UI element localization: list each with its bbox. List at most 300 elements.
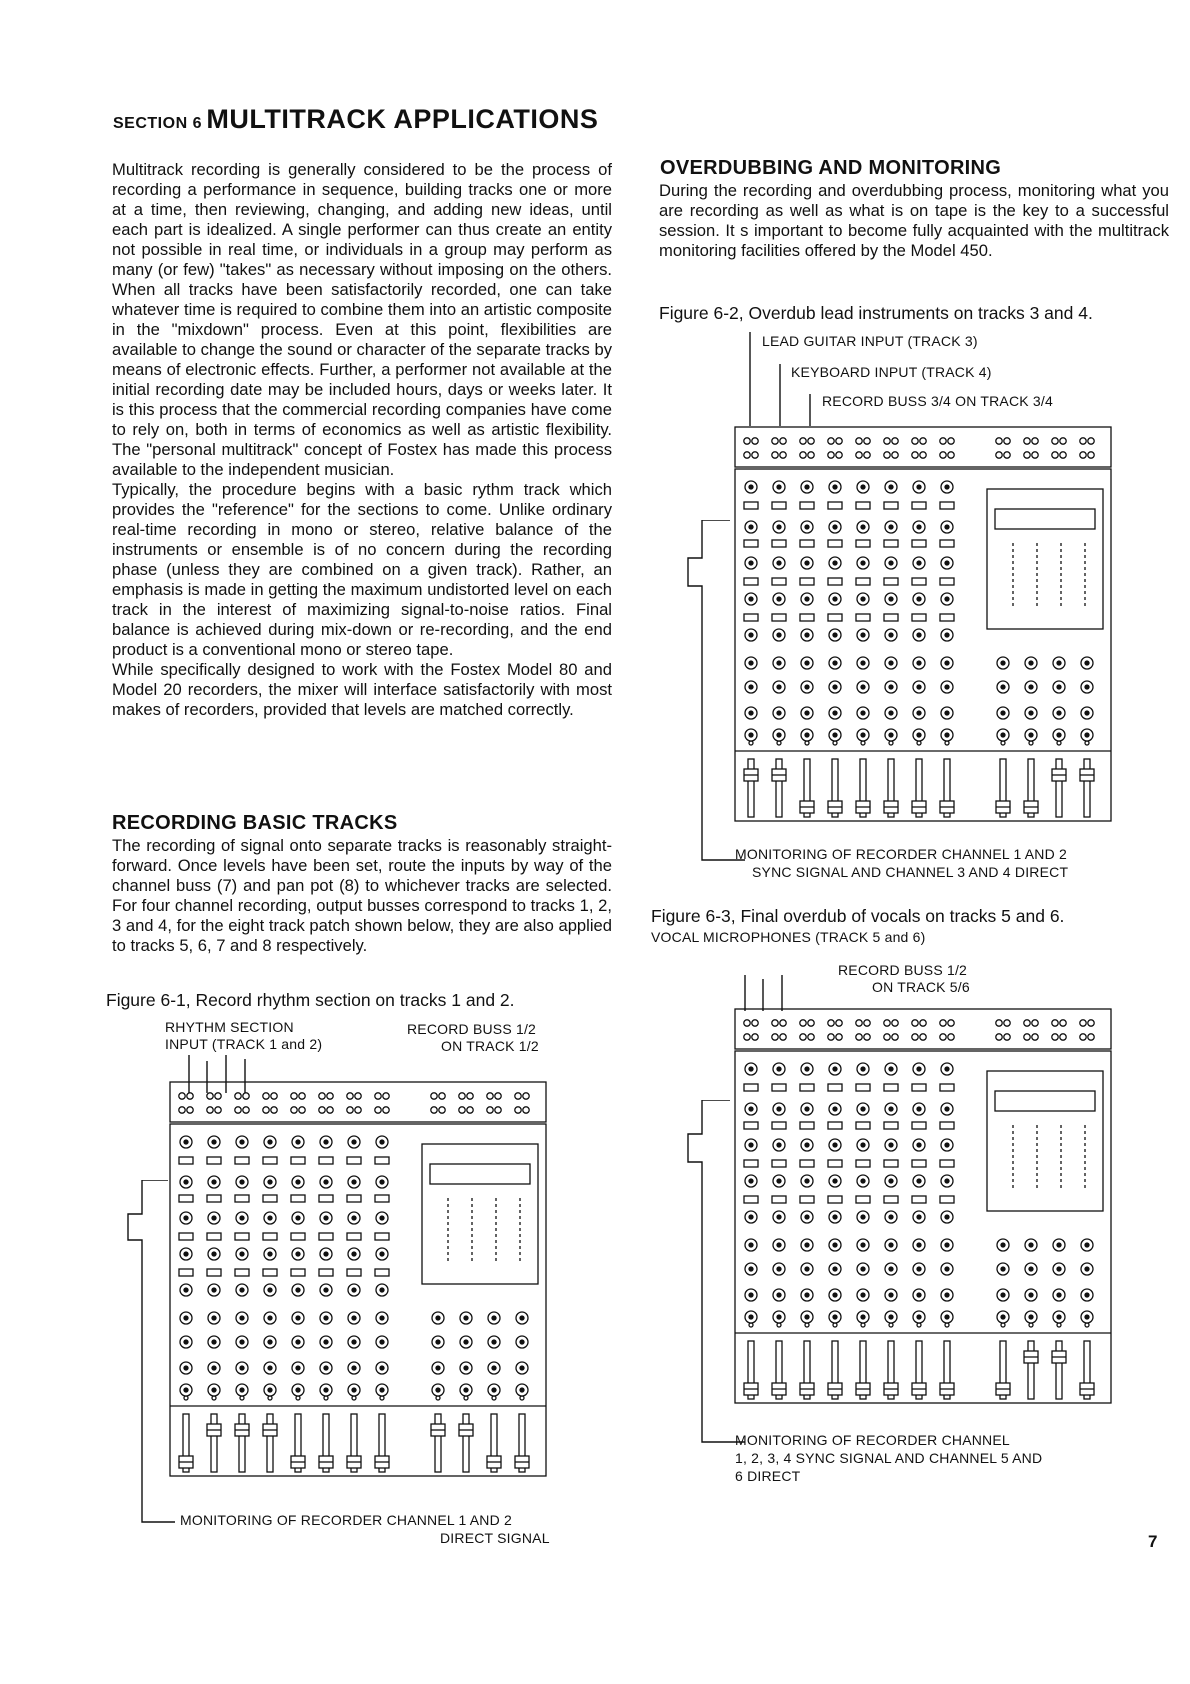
jack	[467, 1093, 473, 1099]
buss-switch	[291, 1195, 305, 1202]
knob-center	[324, 1180, 328, 1184]
buss-switch	[828, 1160, 842, 1167]
knob-center	[380, 1388, 384, 1392]
jack	[1080, 438, 1086, 444]
knob-center	[1085, 1315, 1089, 1319]
knob-center	[917, 561, 921, 565]
knob-center	[184, 1388, 188, 1392]
led	[324, 1396, 328, 1400]
knob-center	[777, 1179, 781, 1183]
knob-center	[212, 1316, 216, 1320]
knob-center	[184, 1288, 188, 1292]
led	[1001, 1323, 1005, 1327]
buss-switch	[856, 1160, 870, 1167]
knob-center	[833, 1293, 837, 1297]
knob-center	[889, 633, 893, 637]
knob-center	[861, 485, 865, 489]
knob-center	[861, 1243, 865, 1247]
jack	[459, 1107, 465, 1113]
fader-slot	[239, 1414, 245, 1472]
knob-center	[436, 1340, 440, 1344]
knob-center	[1057, 733, 1061, 737]
knob-center	[833, 1107, 837, 1111]
led	[464, 1396, 468, 1400]
jack	[912, 438, 918, 444]
master-fader-slot	[463, 1414, 469, 1472]
knob-center	[296, 1288, 300, 1292]
jack	[1052, 1020, 1058, 1026]
jack	[1088, 1034, 1094, 1040]
led	[861, 741, 865, 745]
knob-center	[945, 525, 949, 529]
knob-center	[945, 733, 949, 737]
fader-slot	[776, 759, 782, 817]
fig2-monitor-label-1: MONITORING OF RECORDER CHANNEL 1 AND 2	[735, 846, 1067, 862]
master-fader-slot	[1056, 759, 1062, 817]
buss-switch	[375, 1269, 389, 1276]
buss-switch	[772, 1122, 786, 1129]
knob-center	[1001, 1293, 1005, 1297]
jack	[808, 438, 814, 444]
jack	[1024, 438, 1030, 444]
knob-center	[296, 1252, 300, 1256]
jack	[187, 1107, 193, 1113]
jack	[836, 452, 842, 458]
buss-switch	[347, 1233, 361, 1240]
knob-center	[833, 561, 837, 565]
master-fader-slot	[1056, 1341, 1062, 1399]
jack	[1088, 452, 1094, 458]
knob-center	[1057, 1293, 1061, 1297]
knob-center	[861, 1293, 865, 1297]
knob-center	[805, 1293, 809, 1297]
jack	[864, 438, 870, 444]
knob-center	[805, 661, 809, 665]
section-title: MULTITRACK APPLICATIONS	[206, 104, 599, 134]
jack	[892, 1034, 898, 1040]
knob-center	[352, 1288, 356, 1292]
knob-center	[464, 1316, 468, 1320]
knob-center	[212, 1340, 216, 1344]
fig2-input-arrows	[740, 332, 820, 428]
master-fader-slot	[435, 1414, 441, 1472]
knob-center	[945, 1067, 949, 1071]
led	[380, 1396, 384, 1400]
fig1-monitor-bracket	[120, 1180, 180, 1530]
jack	[780, 1034, 786, 1040]
fig1-rhythm-label-2: INPUT (TRACK 1 and 2)	[165, 1036, 323, 1052]
led	[889, 1323, 893, 1327]
knob-center	[861, 1107, 865, 1111]
knob-center	[945, 1215, 949, 1219]
knob-center	[917, 633, 921, 637]
meter-window	[995, 1091, 1095, 1111]
fig1-monitor-label-2: DIRECT SIGNAL	[440, 1530, 550, 1546]
buss-switch	[856, 1196, 870, 1203]
jack	[243, 1093, 249, 1099]
buss-switch	[375, 1195, 389, 1202]
knob-center	[833, 1315, 837, 1319]
jack	[1032, 1020, 1038, 1026]
led	[352, 1396, 356, 1400]
jack	[327, 1093, 333, 1099]
led	[240, 1396, 244, 1400]
knob-center	[889, 1143, 893, 1147]
knob-center	[1001, 1243, 1005, 1247]
knob-center	[268, 1180, 272, 1184]
knob-center	[1085, 1267, 1089, 1271]
jack	[1060, 1020, 1066, 1026]
knob-center	[917, 1143, 921, 1147]
jack	[271, 1107, 277, 1113]
jack	[1052, 438, 1058, 444]
mixer-body	[735, 1009, 1111, 1403]
buss-switch	[912, 614, 926, 621]
buss-switch	[940, 614, 954, 621]
knob-center	[777, 1067, 781, 1071]
jack	[996, 452, 1002, 458]
fig1-buss-label-2: ON TRACK 1/2	[441, 1038, 539, 1054]
jack	[347, 1093, 353, 1099]
knob-center	[352, 1388, 356, 1392]
jack	[1088, 438, 1094, 444]
knob-center	[268, 1288, 272, 1292]
intro-paragraph-2: Typically, the procedure begins with a basic rythm track which provides the "reference" for the sections to come. Unlike ordinary real-time recording in mono or stereo, relative balance of the instruments or ensemble is of no concern during the recording phase (unless they are combined on a given track). Rather, an emphasis is made in getting the maximum undistorted level on each track in the interest of maximizing signal-to-noise ratios. Final balance is achieved during mix-down or re-recording, and the end product is a conventional mono or stereo tape.	[112, 480, 612, 659]
fig3-monitor-label-3: 6 DIRECT	[735, 1468, 801, 1484]
buss-switch	[884, 578, 898, 585]
jack	[383, 1093, 389, 1099]
jack	[319, 1107, 325, 1113]
knob-center	[324, 1216, 328, 1220]
knob-center	[861, 685, 865, 689]
meter-bridge	[987, 489, 1103, 629]
knob-center	[861, 633, 865, 637]
knob-center	[889, 597, 893, 601]
figure-6-2-caption: Figure 6-2, Overdub lead instruments on tracks 3 and 4.	[659, 303, 1093, 323]
knob-center	[833, 525, 837, 529]
jack	[179, 1107, 185, 1113]
jack	[884, 1020, 890, 1026]
jack	[752, 438, 758, 444]
knob-center	[296, 1316, 300, 1320]
knob-center	[184, 1366, 188, 1370]
knob-center	[492, 1366, 496, 1370]
knob-center	[268, 1252, 272, 1256]
jack	[752, 1034, 758, 1040]
knob-center	[917, 1179, 921, 1183]
knob-center	[1001, 685, 1005, 689]
knob-center	[805, 1215, 809, 1219]
knob-center	[945, 485, 949, 489]
jack	[856, 1034, 862, 1040]
jack	[828, 438, 834, 444]
buss-switch	[772, 578, 786, 585]
jack	[884, 452, 890, 458]
jack	[299, 1107, 305, 1113]
knob-center	[1057, 1315, 1061, 1319]
knob-center	[889, 525, 893, 529]
knob-center	[805, 561, 809, 565]
led	[833, 1323, 837, 1327]
jack	[431, 1093, 437, 1099]
jack	[744, 438, 750, 444]
knob-center	[464, 1388, 468, 1392]
fader-slot	[267, 1414, 273, 1472]
page-number: 7	[1148, 1532, 1158, 1551]
led	[917, 741, 921, 745]
jack	[431, 1107, 437, 1113]
knob-center	[1057, 1267, 1061, 1271]
knob-center	[268, 1316, 272, 1320]
knob-center	[833, 733, 837, 737]
knob-center	[1001, 733, 1005, 737]
knob-center	[889, 733, 893, 737]
jack	[744, 452, 750, 458]
knob-center	[945, 1107, 949, 1111]
led	[212, 1396, 216, 1400]
meter-window	[995, 509, 1095, 529]
jack	[780, 438, 786, 444]
knob-center	[268, 1366, 272, 1370]
knob-center	[184, 1216, 188, 1220]
knob-center	[833, 1179, 837, 1183]
fig3-vocal-label: VOCAL MICROPHONES (TRACK 5 and 6)	[651, 929, 926, 945]
knob-center	[184, 1340, 188, 1344]
knob-center	[889, 1067, 893, 1071]
knob-center	[861, 561, 865, 565]
knob-center	[917, 661, 921, 665]
knob-center	[464, 1340, 468, 1344]
buss-switch	[828, 1122, 842, 1129]
led	[436, 1396, 440, 1400]
led	[1029, 1323, 1033, 1327]
jack	[179, 1093, 185, 1099]
intro-paragraph-3: While specifically designed to work with the Fostex Model 80 and Model 20 recorders, the mixer will interface satisfactorily with most makes of recorders, provided that levels are matched correctly.	[112, 660, 612, 719]
buss-switch	[828, 1084, 842, 1091]
knob-center	[861, 1267, 865, 1271]
intro-paragraph-1: Multitrack recording is generally considered to be the process of recording a performance in sequence, building tracks one or more at a time, then reviewing, changing, and adding new ideas, until each part is idealized. A single performer can thus create an entity not possible in real time, or individuals in a group may perform as many (or few) "takes" as necessary without imposing on the others. When all tracks have been satisfactorily recorded, one can take whatever time is required to combine them into an artistic composite in the "mixdown" process. Even at this point, flexibilities are available to change the sound or character of the separate tracks by means of electronic effects. Further, a performer not available at the initial recording date may be included hours, days or weeks later. It is this process that the commercial recording companies have come to rely on, both in terms of economics as well as artistic flexibility. The "personal multitrack" concept of Fostex has made this process available to the independent musician.	[112, 160, 612, 479]
buss-switch	[291, 1157, 305, 1164]
jack	[215, 1093, 221, 1099]
buss-switch	[744, 1084, 758, 1091]
jack	[884, 438, 890, 444]
knob-center	[436, 1388, 440, 1392]
jack	[808, 1034, 814, 1040]
jack	[744, 1020, 750, 1026]
buss-switch	[940, 540, 954, 547]
buss-switch	[800, 1160, 814, 1167]
jack	[1032, 1034, 1038, 1040]
fig3-buss-label-2: ON TRACK 5/6	[872, 979, 970, 995]
knob-center	[917, 1243, 921, 1247]
jack	[523, 1093, 529, 1099]
jack	[1024, 1020, 1030, 1026]
knob-center	[1085, 733, 1089, 737]
buss-switch	[912, 578, 926, 585]
jack	[383, 1107, 389, 1113]
jack	[495, 1107, 501, 1113]
buss-switch	[940, 1084, 954, 1091]
knob-center	[861, 1067, 865, 1071]
jack	[772, 452, 778, 458]
jack	[1024, 452, 1030, 458]
fig1-monitor-label-1: MONITORING OF RECORDER CHANNEL 1 AND 2	[180, 1512, 512, 1528]
jack	[1004, 438, 1010, 444]
knob-center	[777, 661, 781, 665]
buss-switch	[884, 540, 898, 547]
buss-switch	[856, 578, 870, 585]
knob-center	[777, 1143, 781, 1147]
led	[945, 1323, 949, 1327]
knob-center	[184, 1316, 188, 1320]
buss-switch	[884, 614, 898, 621]
knob-center	[1001, 711, 1005, 715]
buss-switch	[291, 1269, 305, 1276]
knob-center	[212, 1140, 216, 1144]
knob-center	[1001, 661, 1005, 665]
buss-switch	[828, 540, 842, 547]
buss-switch	[207, 1195, 221, 1202]
jack	[263, 1093, 269, 1099]
mixer-body	[735, 427, 1111, 821]
jack	[291, 1107, 297, 1113]
knob-center	[777, 1293, 781, 1297]
led	[805, 741, 809, 745]
buss-switch	[856, 614, 870, 621]
jack	[347, 1107, 353, 1113]
jack	[948, 452, 954, 458]
jack	[856, 1020, 862, 1026]
knob-center	[1029, 711, 1033, 715]
buss-switch	[207, 1269, 221, 1276]
buss-switch	[800, 1122, 814, 1129]
jack	[772, 1034, 778, 1040]
knob-center	[945, 1293, 949, 1297]
buss-switch	[772, 1084, 786, 1091]
buss-switch	[856, 1122, 870, 1129]
knob-center	[268, 1340, 272, 1344]
knob-center	[492, 1316, 496, 1320]
buss-switch	[744, 502, 758, 509]
basic-tracks-heading: RECORDING BASIC TRACKS	[112, 812, 398, 834]
knob-center	[380, 1140, 384, 1144]
fig3-monitor-label-2: 1, 2, 3, 4 SYNC SIGNAL AND CHANNEL 5 AND	[735, 1450, 1043, 1466]
knob-center	[324, 1316, 328, 1320]
jack	[187, 1093, 193, 1099]
buss-switch	[772, 614, 786, 621]
knob-center	[184, 1252, 188, 1256]
knob-center	[240, 1388, 244, 1392]
fig3-monitor-bracket	[680, 1100, 750, 1450]
buss-switch	[235, 1157, 249, 1164]
jack	[772, 438, 778, 444]
knob-center	[917, 1293, 921, 1297]
knob-center	[184, 1140, 188, 1144]
led	[805, 1323, 809, 1327]
knob-center	[1001, 1315, 1005, 1319]
jack	[828, 1020, 834, 1026]
buss-switch	[179, 1195, 193, 1202]
knob-center	[805, 1067, 809, 1071]
master-fader-slot	[1028, 1341, 1034, 1399]
knob-center	[212, 1288, 216, 1292]
figure-6-1-caption: Figure 6-1, Record rhythm section on tracks 1 and 2.	[106, 990, 515, 1010]
knob-center	[296, 1388, 300, 1392]
buss-switch	[856, 1084, 870, 1091]
jack	[892, 1020, 898, 1026]
knob-center	[945, 1267, 949, 1271]
knob-center	[240, 1366, 244, 1370]
meter-bridge	[987, 1071, 1103, 1211]
jack	[912, 1034, 918, 1040]
buss-switch	[291, 1233, 305, 1240]
knob-center	[777, 711, 781, 715]
led	[492, 1396, 496, 1400]
knob-center	[324, 1288, 328, 1292]
knob-center	[777, 1267, 781, 1271]
jack	[744, 1034, 750, 1040]
jack	[780, 1020, 786, 1026]
buss-switch	[912, 1122, 926, 1129]
knob-center	[833, 1243, 837, 1247]
jack	[884, 1034, 890, 1040]
led	[184, 1396, 188, 1400]
buss-switch	[179, 1157, 193, 1164]
buss-switch	[347, 1157, 361, 1164]
jack	[327, 1107, 333, 1113]
buss-switch	[263, 1269, 277, 1276]
section-heading	[113, 104, 598, 135]
buss-switch	[800, 1084, 814, 1091]
buss-switch	[884, 502, 898, 509]
knob-center	[212, 1252, 216, 1256]
buss-switch	[828, 502, 842, 509]
buss-switch	[940, 578, 954, 585]
knob-center	[945, 1243, 949, 1247]
knob-center	[212, 1180, 216, 1184]
knob-center	[833, 485, 837, 489]
fig2-monitor-bracket	[680, 520, 750, 870]
jack	[828, 1034, 834, 1040]
knob-center	[1085, 1243, 1089, 1247]
buss-switch	[884, 1122, 898, 1129]
jack	[800, 1020, 806, 1026]
knob-center	[777, 685, 781, 689]
fig2-keyboard-label: KEYBOARD INPUT (TRACK 4)	[791, 364, 992, 380]
buss-switch	[940, 502, 954, 509]
knob-center	[240, 1288, 244, 1292]
knob-center	[520, 1388, 524, 1392]
knob-center	[777, 1243, 781, 1247]
buss-switch	[375, 1157, 389, 1164]
buss-switch	[263, 1233, 277, 1240]
meter-window	[430, 1164, 530, 1184]
jack	[467, 1107, 473, 1113]
led	[777, 1323, 781, 1327]
buss-switch	[263, 1157, 277, 1164]
knob-center	[861, 525, 865, 529]
jack	[1004, 1034, 1010, 1040]
fig2-lead-label: LEAD GUITAR INPUT (TRACK 3)	[762, 333, 978, 349]
knob-center	[324, 1388, 328, 1392]
knob-center	[777, 597, 781, 601]
fig1-mixer-diagram	[168, 1080, 558, 1485]
buss-switch	[912, 1084, 926, 1091]
jack	[836, 438, 842, 444]
jack	[439, 1107, 445, 1113]
knob-center	[777, 485, 781, 489]
knob-center	[296, 1140, 300, 1144]
